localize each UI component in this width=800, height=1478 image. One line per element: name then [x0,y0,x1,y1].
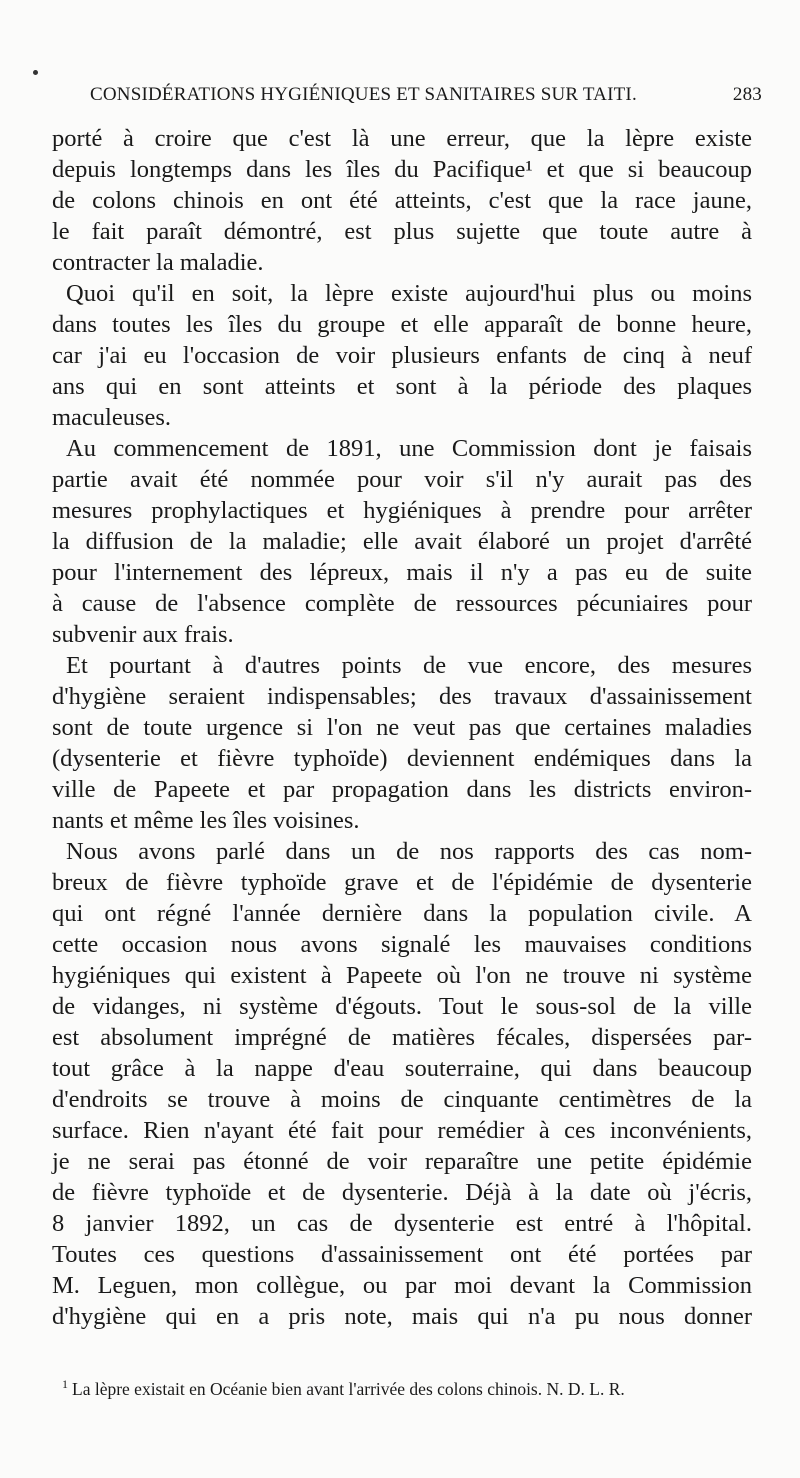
body-text [52,123,752,1332]
text-line: ville de Papeete et par propagation dans les districts environ- [52,776,752,803]
text-line: 8 janvier 1892, un cas de dysenterie est entré à l'hôpital. [52,1210,752,1237]
text-line: ans qui en sont atteints et sont à la période des plaques [52,373,752,400]
page-speck [33,70,38,75]
paragraph [52,123,752,278]
text-line: nants et même les îles voisines. [52,807,360,834]
footnote [62,1372,752,1401]
text-line: cette occasion nous avons signalé les mauvaises conditions [52,931,752,958]
text-line: de colons chinois en ont été atteints, c'est que la race jaune, [52,187,752,214]
text-line: M. Leguen, mon collègue, ou par moi devant la Commission [52,1272,752,1299]
text-line: (dysenterie et fièvre typhoïde) deviennent endémiques dans la [52,745,752,772]
text-line: dans toutes les îles du groupe et elle apparaît de bonne heure, [52,311,752,338]
text-line: partie avait été nommée pour voir s'il n'y aurait pas des [52,466,752,493]
paragraph [52,433,752,650]
text-line: hygiéniques qui existent à Papeete où l'on ne trouve ni système [52,962,752,989]
text-line: tout grâce à la nappe d'eau souterraine, qui dans beaucoup [52,1055,752,1082]
text-line: le fait paraît démontré, est plus sujette que toute autre à [52,218,752,245]
footnote-mark: 1 [62,1377,68,1391]
text-line: contracter la maladie. [52,249,264,276]
text-line: Quoi qu'il en soit, la lèpre existe aujourd'hui plus ou moins [66,280,752,307]
text-line: car j'ai eu l'occasion de voir plusieurs enfants de cinq à neuf [52,342,752,369]
text-line: porté à croire que c'est là une erreur, que la lèpre existe [52,125,752,152]
text-line: d'hygiène qui en a pris note, mais qui n'a pu nous donner [52,1303,752,1330]
paragraph [52,836,752,1332]
text-line: surface. Rien n'ayant été fait pour remédier à ces inconvénients, [52,1117,752,1144]
text-line: de vidanges, ni système d'égouts. Tout le sous-sol de la ville [52,993,752,1020]
text-line: depuis longtemps dans les îles du Pacifique¹ et que si beaucoup [52,156,752,183]
text-line: je ne serai pas étonné de voir reparaître une petite épidémie [52,1148,752,1175]
text-line: qui ont régné l'année dernière dans la population civile. A [52,900,752,927]
footnote-text: La lèpre existait en Océanie bien avant l'arrivée des colons chinois. N. D. L. R. [72,1378,625,1399]
text-line: la diffusion de la maladie; elle avait élaboré un projet d'arrêté [52,528,752,555]
running-head-title: CONSIDÉRATIONS HYGIÉNIQUES ET SANITAIRES SUR TAITI. [90,84,637,105]
text-line: subvenir aux frais. [52,621,234,648]
text-line: Au commencement de 1891, une Commission dont je faisais [66,435,752,462]
text-line: est absolument imprégné de matières fécales, dispersées par- [52,1024,752,1051]
text-line: breux de fièvre typhoïde grave et de l'épidémie de dysenterie [52,869,752,896]
text-line: Nous avons parlé dans un de nos rapports des cas nom- [66,838,752,865]
paragraph [52,278,752,433]
text-line: mesures prophylactiques et hygiéniques à prendre pour arrêter [52,497,752,524]
page-number: 283 [732,84,762,105]
text-line: pour l'internement des lépreux, mais il n'y a pas eu de suite [52,559,752,586]
text-line: Et pourtant à d'autres points de vue encore, des mesures [66,652,752,679]
text-line: maculeuses. [52,404,172,431]
text-line: sont de toute urgence si l'on ne veut pas que certaines maladies [52,714,752,741]
text-line: à cause de l'absence complète de ressources pécuniaires pour [52,590,752,617]
text-line: Toutes ces questions d'assainissement ont été portées par [52,1241,752,1268]
text-line: de fièvre typhoïde et de dysenterie. Déjà à la date où j'écris, [52,1179,752,1206]
text-line: d'hygiène seraient indispensables; des travaux d'assainissement [52,683,752,710]
text-line: d'endroits se trouve à moins de cinquante centimètres de la [52,1086,752,1113]
running-head [90,84,762,112]
paragraph [52,650,752,836]
